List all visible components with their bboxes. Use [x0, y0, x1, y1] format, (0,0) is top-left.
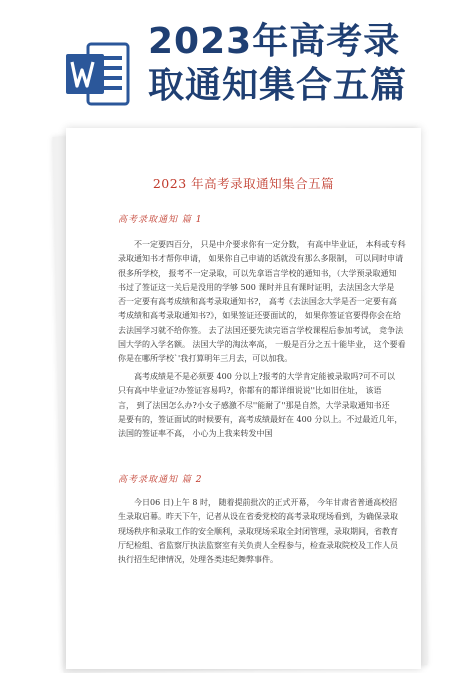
paragraph [118, 496, 398, 567]
text-line: 只有高中毕业证?办签证容易吗?，你都有的都详细说说''比如旧住址， 该语 [118, 386, 382, 396]
section-heading: 高考录取通知 篇 2 [118, 475, 203, 485]
text-line: 否一定要有高考成绩和高考录取通知书?， 高考《去法国念大学是否一定要有高 [118, 297, 397, 307]
word-document-icon [66, 40, 130, 108]
text-line: 去法国学习就不给你签。 去了法国还要先读完语言学校课程后参加考试， 竞争法 [118, 325, 404, 335]
text-line: 你是在哪所学校`'我打算明年三月去，可以加我。 [118, 354, 293, 364]
text-line: 是要有的，签证面试的时候要有，高考成绩最好在 400 分以上。不过最近几年， [118, 414, 403, 424]
text-line: 高考成绩是不是必须要 400 分以上?报考的大学肯定能被录取吗?可不可以 [134, 372, 395, 381]
paragraph [118, 370, 403, 441]
paragraph [118, 238, 406, 367]
text-line: 录取通知书才帮你申请， 如果你自己申请的话就没有那么多限制， 可以同时申请 [118, 254, 404, 264]
text-line: 很多所学校， 报考不一定录取，可以先拿语言学校的通知书，（大学预录取通知 [118, 268, 397, 278]
text-line: 今日06 日)上午 8 时， 随着提前批次的正式开幕， 今年甘肃省普通高校招 [134, 498, 398, 507]
document-page [66, 128, 421, 669]
text-line: 考成绩和高考录取通知书?》，如果签证还要面试的， 如果你签证官要得你会在给 [118, 311, 401, 321]
text-line: 厅纪检组、省监察厅执法监察室有关负责人全程参与，检查录取院校及工作人员 [118, 540, 398, 550]
document-title: 2023 年高考录取通知集合五篇 [152, 176, 335, 191]
text-line: 现场秩序和录取工作的安全顺利，录取现场采取全封闭管理，录取期间，省教育 [118, 526, 398, 536]
text-line: 法国的签证率不高， 小心为上我来转发中国 [118, 429, 273, 439]
text-line: 言， 到了法国怎么办?小女子感激不尽''能耐了''那是自然，大学录取通知书还 [118, 400, 390, 410]
text-line: 书过了签证这一关后是没用的学够 500 课时并且有课时证明，去法国念大学是 [118, 282, 395, 292]
text-line: 执行招生纪律情况，处理各类违纪舞弊事件。 [118, 555, 278, 565]
text-line: 国大学的入学名额。 法国大学的淘汰率高， 一般是百分之五十能毕业， 这个要看 [118, 340, 406, 350]
banner [0, 0, 474, 118]
banner-title: 2023年高考录 取通知集合五篇 [148, 21, 408, 106]
text-line: 不一定要四百分， 只是中介要求你有一定分数， 有高中毕业证， 本科或专科 [134, 240, 406, 249]
section-heading: 高考录取通知 篇 1 [118, 215, 203, 225]
text-line: 生录取启幕。昨天下午，记者从设在省委党校的高考录取现场看到，为确保录取 [118, 512, 398, 522]
